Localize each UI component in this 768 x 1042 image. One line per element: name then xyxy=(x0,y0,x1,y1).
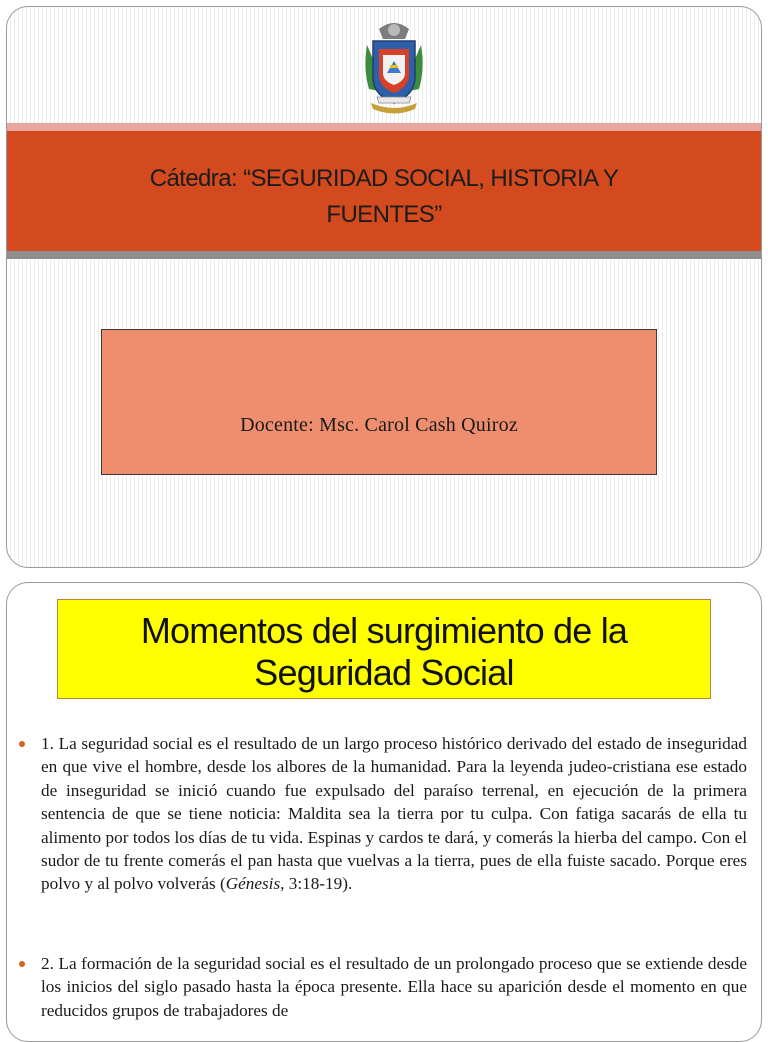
section-title xyxy=(58,610,710,694)
paragraph-2: 2. La formación de la seguridad social es el resultado de un prolongado proceso que se extiende desde los inicios del siglo pasado hasta la época presente. Ella hace su aparición desde el momento en que reducidos grupos de trabajadores de xyxy=(41,954,747,1020)
docente-label: Docente: Msc. Carol Cash Quiroz xyxy=(240,414,518,436)
course-title-line1: Cátedra: “SEGURIDAD SOCIAL, HISTORIA Y xyxy=(149,165,619,192)
course-title xyxy=(67,161,701,233)
paragraph-1-citation: Génesis xyxy=(225,874,281,894)
paragraph-1-text: 1. La seguridad social es el resultado de un largo proceso histórico derivado del estado de inseguridad en que vive el hombre, desde los albores de la humanidad. Para la leyenda judeo-cristiana ese estado de inseguridad se inició cuando fue expulsado del paraíso terrenal, en ejecución de la primera sentencia de que se tiene noticia: Maldita sea la tierra por tu culpa. Con fatiga sacarás de ella tu alimento por todos los días de tu vida. Espinas y cardos te dará, y comerás la hierba del campo. Con el sudor de tu frente comerás el pan hasta que vuelvas a la tierra, pues de ella fuiste sacado. Porque eres polvo y al polvo volverás ( xyxy=(41,734,747,894)
bullet-icon xyxy=(19,961,25,967)
section-title-line2: Seguridad Social xyxy=(254,652,514,693)
docente-box xyxy=(101,329,657,475)
bullet-icon xyxy=(19,741,25,747)
university-coat-of-arms-icon xyxy=(359,19,429,115)
title-band-bottom-stripe xyxy=(7,251,761,259)
title-band-top-stripe xyxy=(7,123,761,131)
title-band xyxy=(7,131,761,251)
course-title-line2: FUENTES” xyxy=(326,201,442,228)
paragraph-1 xyxy=(41,732,747,896)
section-title-box xyxy=(57,599,711,699)
paragraph-1-citation-ref: , 3:18-19). xyxy=(280,874,353,894)
title-slide xyxy=(6,6,762,568)
content-slide xyxy=(6,582,762,1042)
section-title-line1: Momentos del surgimiento de la xyxy=(140,610,628,651)
